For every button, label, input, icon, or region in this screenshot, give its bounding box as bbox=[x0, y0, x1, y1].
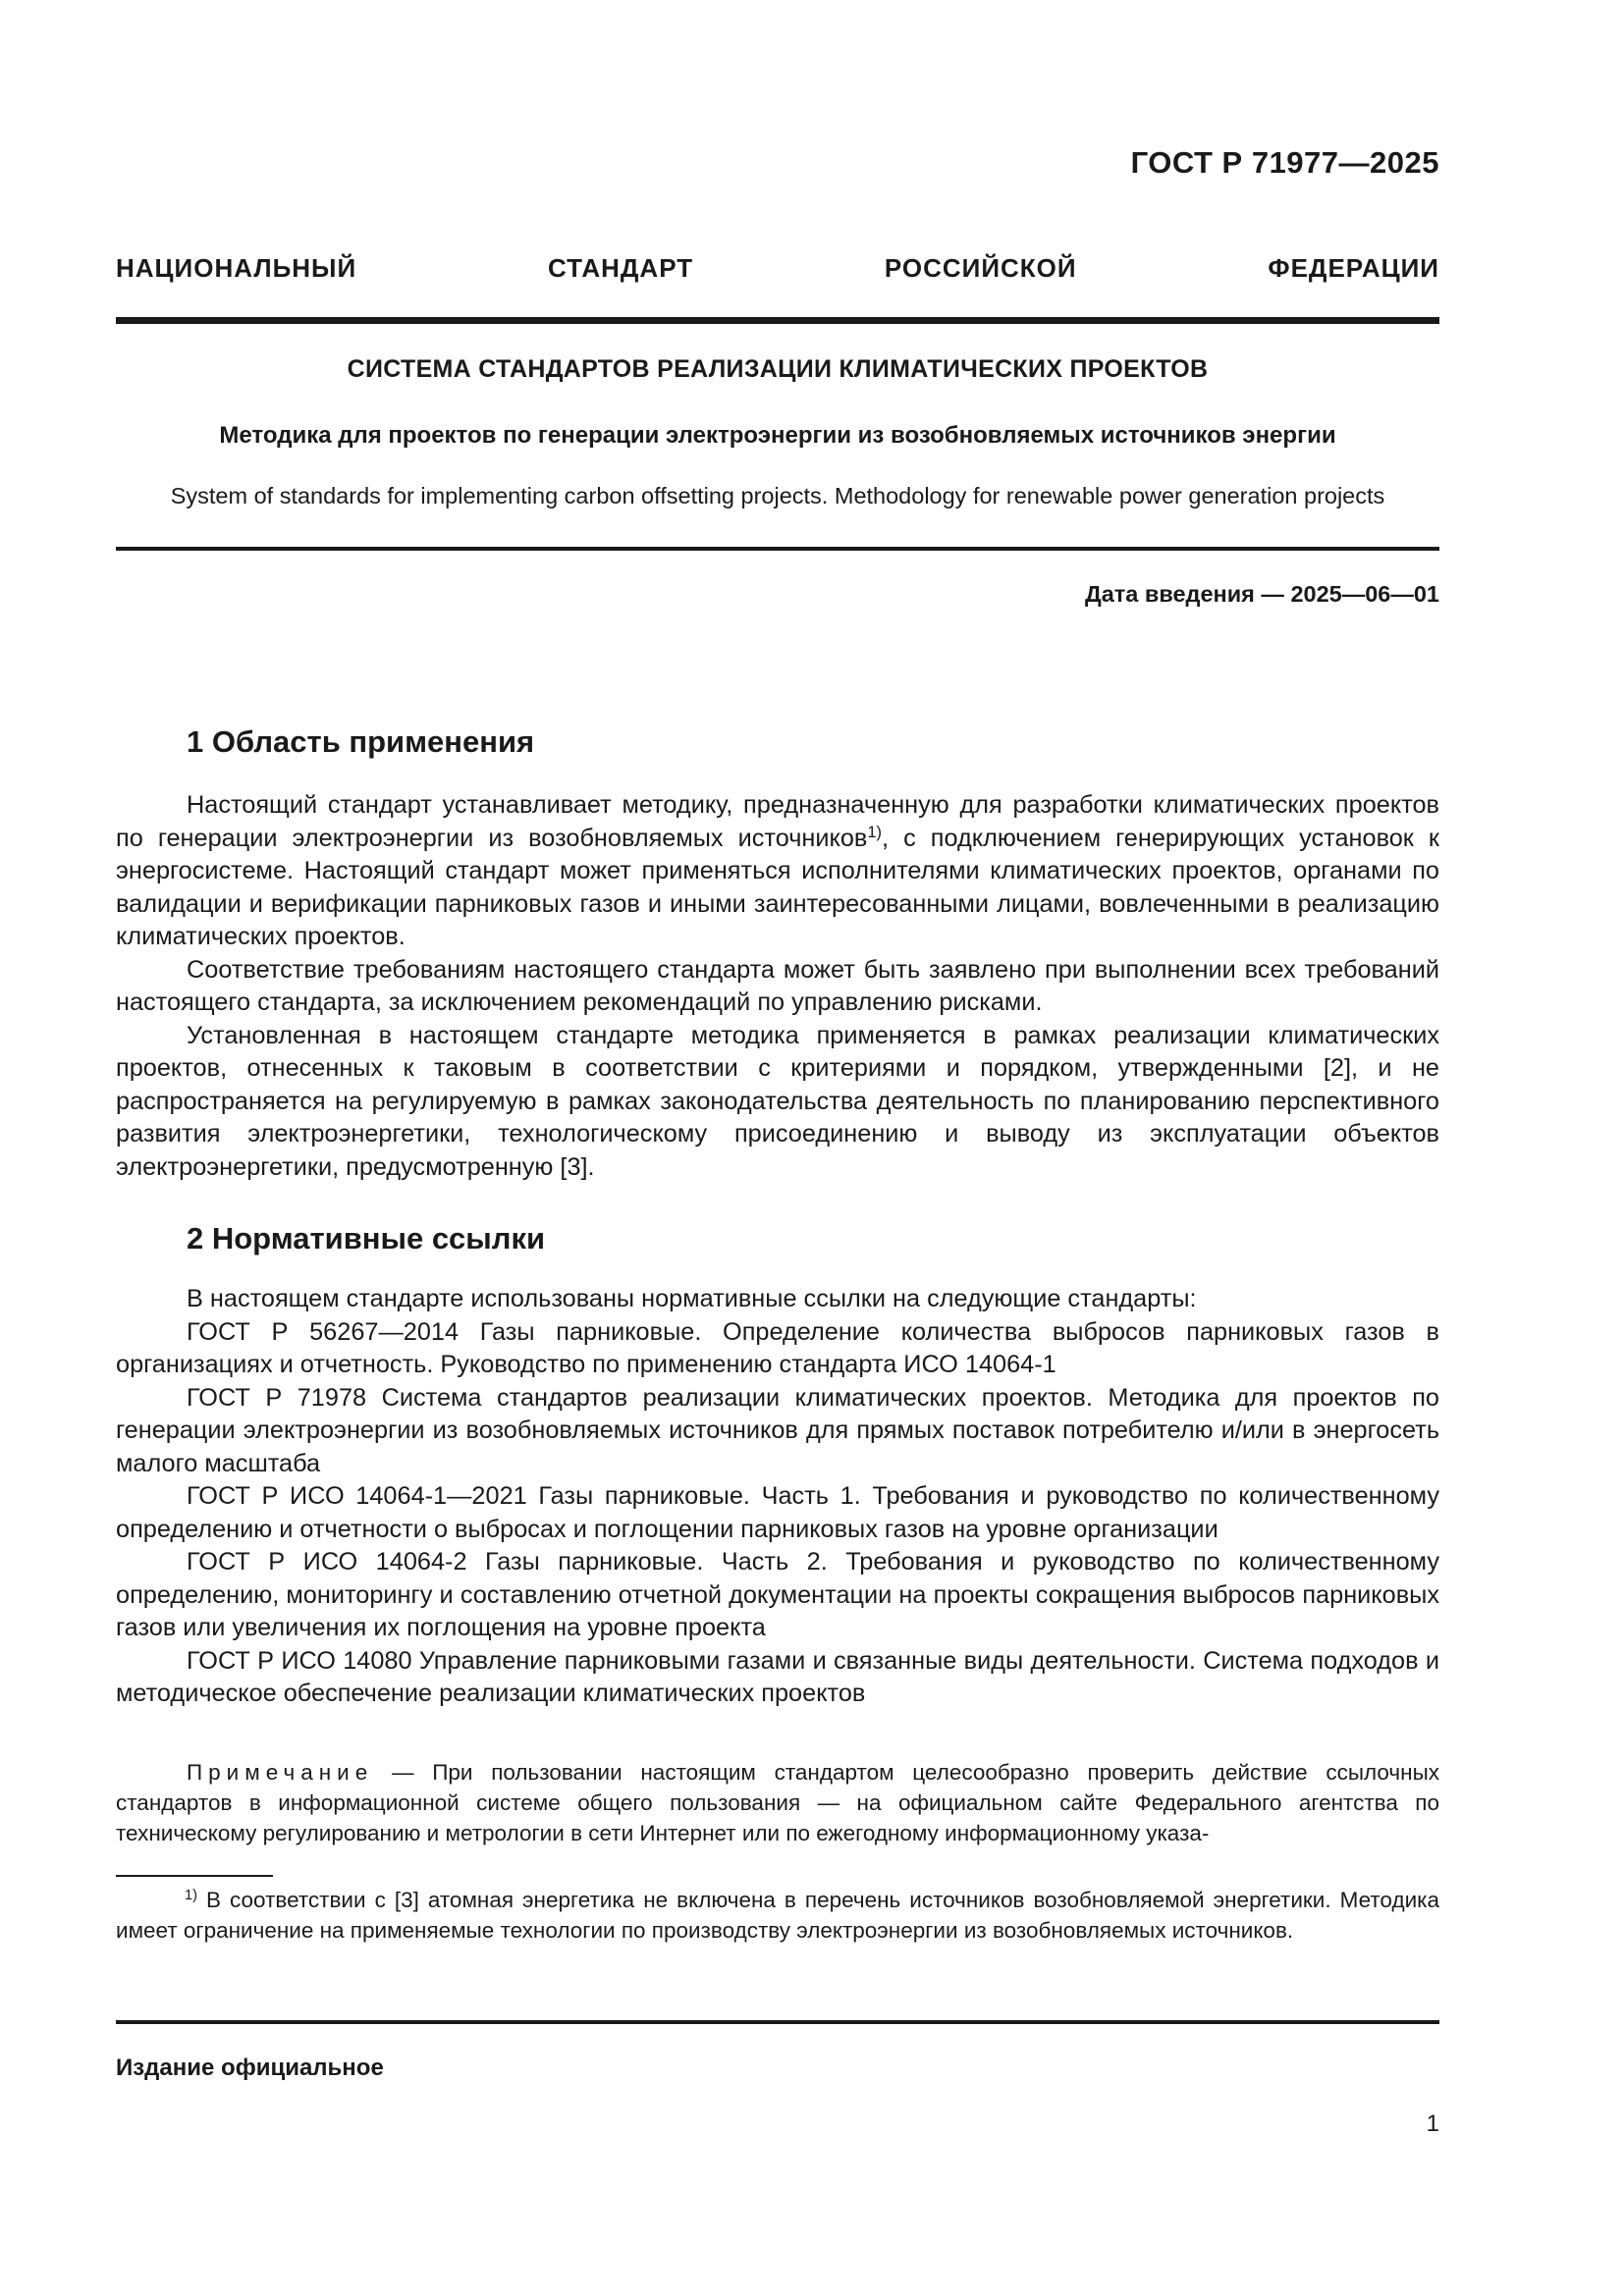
normative-reference: ГОСТ Р 71978 Система стандартов реализации климатических проектов. Методика для проектов по генерации электроэнергии из возобновляемых источников для прямых поставок потребителю и/или в энергосеть малого масштаба bbox=[116, 1383, 1439, 1477]
page-number: 1 bbox=[1426, 2110, 1439, 2137]
official-edition-label: Издание официальное bbox=[116, 2055, 384, 2081]
gost-identifier: ГОСТ Р 71977—2025 bbox=[1130, 145, 1439, 180]
english-title: System of standards for implementing carbon offsetting projects. Methodology for renewable power generation projects bbox=[170, 483, 1385, 508]
section-2-intro: В настоящем стандарте использованы нормативные ссылки на следующие стандарты: bbox=[187, 1285, 1197, 1312]
normative-reference: ГОСТ Р ИСО 14080 Управление парниковыми газами и связанные виды деятельности. Система подходов и методическое обеспечение реализации климатических проектов bbox=[116, 1646, 1439, 1707]
note-block bbox=[116, 1757, 1439, 1848]
section-1-heading: 1 Область применения bbox=[187, 724, 535, 759]
footnote-text: В соответствии с [3] атомная энергетика не включена в перечень источников возобновляемой энергетики. Методика имеет ограничение на применяемые технологии по производству электроэнергии из возобновляемых источников. bbox=[116, 1888, 1439, 1943]
footnote-marker: 1) bbox=[185, 1887, 197, 1903]
national-standard-banner: НАЦИОНАЛЬНЫЙ СТАНДАРТ РОССИЙСКОЙ ФЕДЕРАЦИИ bbox=[116, 253, 1439, 283]
footnote bbox=[116, 1885, 1439, 1946]
normative-reference: ГОСТ Р 56267—2014 Газы парниковые. Определение количества выбросов парниковых газов в организациях и отчетность. Руководство по применению стандарта ИСО 14064-1 bbox=[116, 1317, 1439, 1378]
document-subtitle: Методика для проектов по генерации электроэнергии из возобновляемых источников энергии bbox=[219, 422, 1336, 449]
footnote-divider bbox=[116, 1875, 273, 1877]
section-1-paragraph-3: Установленная в настоящем стандарте методика применяется в рамках реализации климатических проектов, отнесенных к таковым в соответствии с критериями и порядком, утвержденными [2], и не распространяется на регулируемую в рамках законодательства деятельность по планированию перспективного развития электроэнергетики, технологическому присоединению и выводу из эксплуатации объектов электроэнергетики, предусмотренную [3]. bbox=[116, 1021, 1439, 1181]
normative-reference: ГОСТ Р ИСО 14064-2 Газы парниковые. Часть 2. Требования и руководство по количественному определению, мониторингу и составлению отчетной документации на проекты сокращения выбросов парниковых газов или увеличения их поглощения на уровне проекта bbox=[116, 1548, 1439, 1641]
note-label: Примечание bbox=[187, 1760, 374, 1785]
section-1-paragraph-1: Настоящий стандарт устанавливает методику, предназначенную для разработки климатических проектов по генерации электроэнергии из возобновляемых источников$^{1)}$, с подключением генерирующих установок к энергосистеме. Настоящий стандарт может применяться исполнителями климатических проектов, органами по валидации и верификации парниковых газов и иными заинтересованными лицами, вовлеченными в реализацию климатических проектов. bbox=[116, 791, 1439, 950]
section-2-body bbox=[116, 1283, 1439, 1711]
section-1-body bbox=[116, 789, 1439, 1184]
section-2-heading: 2 Нормативные ссылки bbox=[187, 1221, 546, 1255]
footnote-reference[interactable]: 1) bbox=[867, 823, 882, 841]
note-text: — При пользовании настоящим стандартом целесообразно проверить действие ссылочных стандартов в информационной системе общего пользования — на официальном сайте Федерального агентства по техническому регулированию и метрологии в сети Интернет или по ежегодному информационному указа- bbox=[116, 1760, 1439, 1845]
system-title: СИСТЕМА СТАНДАРТОВ РЕАЛИЗАЦИИ КЛИМАТИЧЕСКИХ ПРОЕКТОВ bbox=[347, 355, 1209, 383]
footer-divider bbox=[116, 2020, 1439, 2024]
introduction-date: Дата введения — 2025—06—01 bbox=[1084, 581, 1439, 607]
title-divider bbox=[116, 547, 1439, 551]
header-thick-divider bbox=[116, 317, 1439, 324]
normative-reference: ГОСТ Р ИСО 14064-1—2021 Газы парниковые. Часть 1. Требования и руководство по количественному определению и отчетности о выбросах и поглощении парниковых газов на уровне организации bbox=[116, 1482, 1439, 1543]
section-1-paragraph-2: Соответствие требованиям настоящего стандарта может быть заявлено при выполнении всех требований настоящего стандарта, за исключением рекомендаций по управлению рисками. bbox=[116, 955, 1439, 1016]
